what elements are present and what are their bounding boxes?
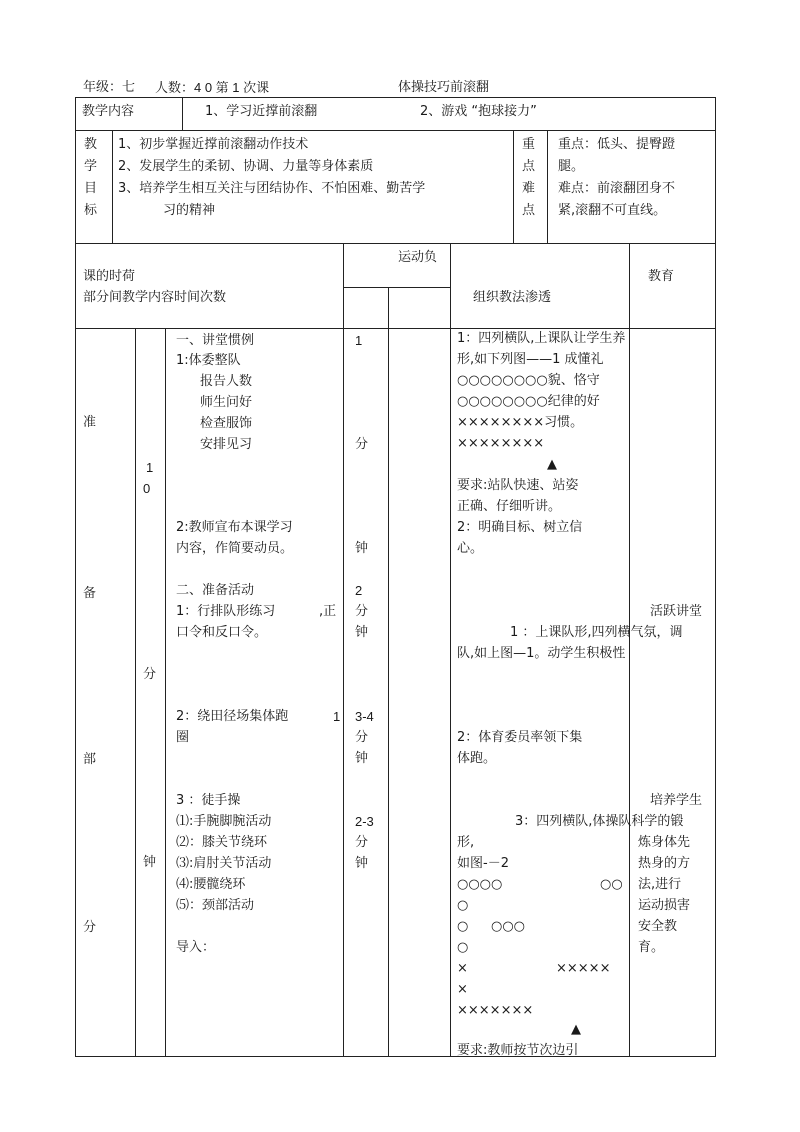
content-line: 1：行排队形练习 — [176, 604, 276, 619]
content-line: 1:体委整队 — [176, 353, 241, 368]
table-bottom-border — [75, 1056, 716, 1057]
content-line: 检查服饰 — [200, 416, 253, 431]
duration-char: 分 — [143, 667, 157, 682]
part-label-char: 备 — [83, 586, 97, 601]
col-divider — [629, 243, 630, 1056]
key-label-char: 难 — [522, 181, 536, 196]
row-divider — [75, 243, 716, 244]
org-line: ○○○○○○○○纪律的好 — [457, 394, 600, 409]
content-line: 1 — [333, 709, 341, 724]
triangle-marker: ▲ — [547, 457, 557, 472]
time-line: 1 — [355, 333, 363, 348]
content-line: ⑵：膝关节绕环 — [176, 835, 268, 850]
goal-item: 习的精神 — [163, 203, 216, 218]
time-line: 钟 — [355, 625, 369, 640]
edu-line: 运动损害 — [638, 898, 691, 913]
content-line: 一、讲堂惯例 — [176, 333, 255, 348]
edu-line: 热身的方 — [638, 856, 691, 871]
org-line: 形, — [457, 835, 475, 850]
key-point-line: 腿。 — [558, 159, 585, 174]
header-line-1: 课的时荷 — [83, 269, 136, 284]
edu-line: 育。 — [638, 940, 665, 955]
student-count: 人数：4 0 第 1 次课 — [155, 80, 270, 95]
lesson-title: 体操技巧前滚翻 — [398, 80, 490, 95]
col-divider — [450, 243, 451, 1056]
content-line: 圈 — [176, 730, 190, 745]
org-line: ××××× — [556, 961, 611, 976]
org-line: 要求:站队快速、站姿 — [457, 478, 579, 493]
col-divider — [343, 243, 344, 1056]
goals-label-char: 学 — [84, 159, 98, 174]
row-divider — [343, 287, 450, 288]
time-line: 钟 — [355, 856, 369, 871]
content-line: 口令和反口令。 — [176, 625, 268, 640]
grade-label: 年级：七 — [83, 80, 136, 95]
time-line: 分 — [355, 835, 369, 850]
col-divider — [135, 328, 136, 1056]
goal-item: 2、发展学生的柔韧、协调、力量等身体素质 — [118, 159, 374, 174]
org-line: ××××××××习惯。 — [457, 415, 584, 430]
duration-char: 钟 — [143, 855, 157, 870]
col-divider — [547, 130, 548, 243]
edu-header: 教育 — [648, 269, 675, 284]
duration-char: 1 — [146, 460, 154, 475]
org-line: ○ — [457, 919, 469, 934]
time-line: 2 — [355, 583, 363, 598]
content-line: 3 ：徒手操 — [176, 793, 241, 808]
content-item-2: 2、游戏 “抱球接力” — [420, 104, 537, 119]
edu-line: 培养学生 — [650, 793, 703, 808]
org-line: ×××××××× — [457, 436, 545, 451]
key-point-line: 重点：低头、提臀蹬 — [558, 137, 676, 152]
load-header: 运动负 — [398, 250, 438, 265]
time-line: 分 — [355, 604, 369, 619]
org-header: 组织教法渗透 — [473, 290, 552, 305]
time-line: 2-3 — [355, 814, 374, 829]
time-line: 3-4 — [355, 709, 374, 724]
org-line: 1：四列横队,上课队让学生养 — [457, 331, 626, 346]
table-top-border — [75, 97, 716, 98]
part-label-char: 准 — [83, 415, 97, 430]
content-line: ⑸：颈部活动 — [176, 898, 255, 913]
key-label-char: 点 — [522, 159, 536, 174]
org-line: × — [457, 961, 468, 976]
time-line: 分 — [355, 730, 369, 745]
content-line: ⑷:腰髋绕环 — [176, 877, 246, 892]
key-label-char: 点 — [522, 203, 536, 218]
org-line: 1 ：上课队形,四列横气氛，调 — [510, 625, 683, 640]
edu-line: 安全教 — [638, 919, 678, 934]
key-point-line: 紧,滚翻不可直线。 — [558, 203, 667, 218]
content-line: 二、准备活动 — [176, 583, 255, 598]
content-line: ⑴:手腕脚腕活动 — [176, 814, 272, 829]
org-line: ○ — [457, 940, 469, 955]
org-line: ○○○○ — [457, 877, 503, 892]
col-divider — [112, 130, 113, 243]
part-label-char: 部 — [83, 752, 97, 767]
org-line: 要求:教师按节次边引 — [457, 1043, 579, 1058]
content-line: 2：绕田径场集体跑 — [176, 709, 289, 724]
duration-char: 0 — [143, 481, 151, 496]
col-divider — [513, 130, 514, 243]
row-divider — [75, 130, 716, 131]
content-line: 导入： — [176, 940, 216, 955]
key-label-char: 重 — [522, 137, 536, 152]
org-line: 体跑。 — [457, 751, 497, 766]
content-line: 2:教师宣布本课学习 — [176, 520, 293, 535]
org-line: ○ — [457, 898, 469, 913]
col-divider — [182, 97, 183, 130]
content-label: 教学内容 — [82, 104, 135, 119]
org-line: ○○○○○○○○貌、恪守 — [457, 373, 600, 388]
content-line: ⑶:肩肘关节活动 — [176, 856, 272, 871]
org-line: 如图-－2 — [457, 856, 509, 871]
org-line: 心。 — [457, 541, 484, 556]
content-line: 师生问好 — [200, 395, 253, 410]
edu-line: 炼身体先 — [638, 835, 691, 850]
org-line: ○○○ — [491, 919, 526, 934]
part-label-char: 分 — [83, 920, 97, 935]
org-line: 3：四列横队,体操队科学的锻 — [515, 814, 684, 829]
content-line: ,正 — [319, 604, 337, 619]
org-line: 队,如上图—1。动学生积极性 — [457, 646, 626, 661]
triangle-marker: ▲ — [571, 1022, 581, 1037]
org-line: ○○ — [600, 877, 623, 892]
content-line: 安排见习 — [200, 437, 253, 452]
edu-line: 活跃讲堂 — [650, 604, 703, 619]
org-line: 2：体育委员率领下集 — [457, 730, 583, 745]
content-line: 报告人数 — [200, 374, 253, 389]
key-point-line: 难点：前滚翻团身不 — [558, 181, 676, 196]
table-right-border — [715, 97, 716, 1057]
time-line: 钟 — [355, 751, 369, 766]
content-line: 内容，作简要动员。 — [176, 541, 294, 556]
goal-item: 3、培养学生相互关注与团结协作、不怕困难、勤苦学 — [118, 181, 426, 196]
col-divider — [165, 328, 166, 1056]
org-line: 形,如下列图——1 成懂礼 — [457, 352, 604, 367]
org-line: ××××××× — [457, 1003, 534, 1018]
header-line-2: 部分间教学内容时间次数 — [83, 290, 227, 305]
col-divider — [388, 287, 389, 1056]
org-line: 正确、仔细听讲。 — [457, 499, 562, 514]
time-line: 分 — [355, 437, 369, 452]
goal-item: 1、初步掌握近撑前滚翻动作技术 — [118, 137, 309, 152]
table-left-border — [75, 97, 76, 1057]
time-line: 钟 — [355, 541, 369, 556]
goals-label-char: 标 — [84, 203, 98, 218]
edu-line: 法,进行 — [638, 877, 682, 892]
org-line: 2：明确目标、树立信 — [457, 520, 583, 535]
goals-label-char: 教 — [84, 137, 98, 152]
content-item-1: 1、学习近撑前滚翻 — [205, 104, 318, 119]
org-line: × — [457, 982, 468, 997]
goals-label-char: 目 — [84, 181, 98, 196]
